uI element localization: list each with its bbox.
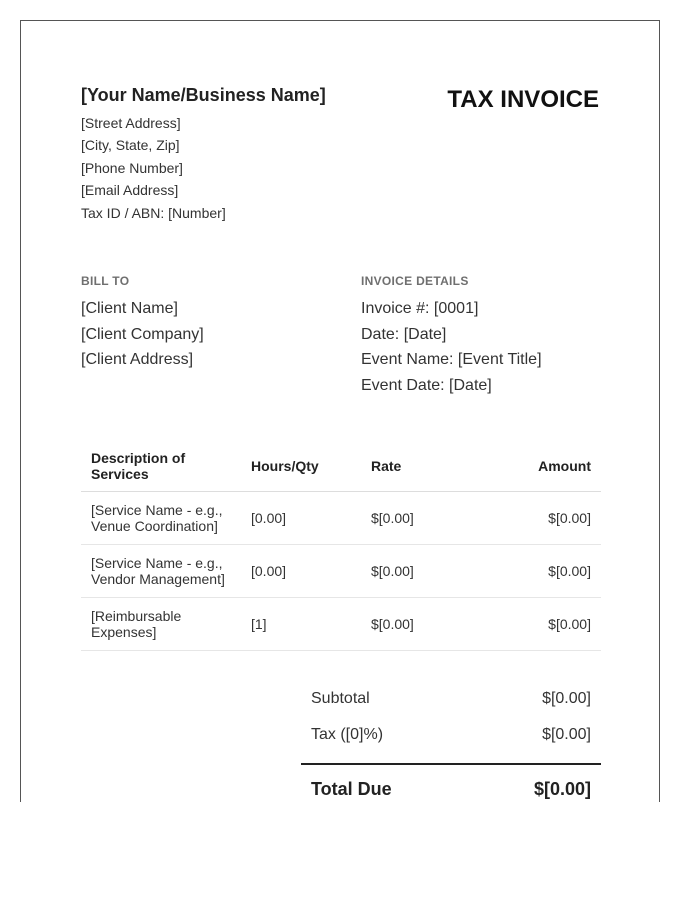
tax-value: $[0.00]	[542, 726, 591, 743]
row-rate: $[0.00]	[361, 545, 501, 598]
row-rate: $[0.00]	[361, 492, 501, 545]
sender-address-block	[81, 112, 226, 224]
header-hours-qty: Hours/Qty	[241, 441, 361, 492]
sender-tax-id: Tax ID / ABN: [Number]	[81, 204, 226, 221]
client-company: [Client Company]	[81, 325, 204, 343]
business-name: [Your Name/Business Name]	[81, 85, 326, 105]
row-amount: $[0.00]	[501, 492, 601, 545]
totals-block	[301, 681, 601, 802]
tax-row	[301, 717, 601, 753]
table-row	[81, 492, 601, 545]
invoice-date: Date: [Date]	[361, 325, 447, 343]
table-row	[81, 545, 601, 598]
invoice-details-block	[361, 296, 542, 398]
row-description: [Service Name - e.g., Vendor Management]	[81, 545, 241, 598]
header-rate: Rate	[361, 441, 501, 492]
total-due-value: $[0.00]	[533, 779, 591, 799]
event-name: Event Name: [Event Title]	[361, 351, 542, 369]
event-date: Event Date: [Date]	[361, 376, 492, 394]
subtotal-label: Subtotal	[311, 690, 370, 707]
row-description: [Service Name - e.g., Venue Coordination]	[81, 492, 241, 545]
tax-label: Tax ([0]%)	[311, 726, 384, 743]
sender-city: [City, State, Zip]	[81, 137, 180, 154]
row-qty: [1]	[241, 598, 361, 651]
subtotal-row	[301, 681, 601, 717]
row-description: [Reimbursable Expenses]	[81, 598, 241, 651]
total-due-label: Total Due	[311, 779, 392, 799]
subtotal-value: $[0.00]	[542, 690, 591, 707]
invoice-details-label: INVOICE DETAILS	[361, 274, 469, 288]
bill-to-label: BILL TO	[81, 274, 130, 288]
header-amount: Amount	[501, 441, 601, 492]
client-address: [Client Address]	[81, 351, 194, 369]
sender-email: [Email Address]	[81, 182, 179, 199]
row-qty: [0.00]	[241, 492, 361, 545]
services-table	[81, 441, 601, 651]
row-amount: $[0.00]	[501, 598, 601, 651]
invoice-page	[20, 20, 660, 802]
row-qty: [0.00]	[241, 545, 361, 598]
invoice-title: TAX INVOICE	[447, 86, 599, 113]
sender-street: [Street Address]	[81, 115, 181, 131]
table-row	[81, 598, 601, 651]
row-rate: $[0.00]	[361, 598, 501, 651]
bill-to-block	[81, 296, 204, 373]
sender-phone: [Phone Number]	[81, 159, 183, 176]
table-header-row	[81, 441, 601, 492]
header-description: Description of Services	[81, 441, 241, 492]
total-due-row	[301, 765, 601, 802]
client-name: [Client Name]	[81, 300, 178, 317]
row-amount: $[0.00]	[501, 545, 601, 598]
invoice-number: Invoice #: [0001]	[361, 300, 479, 317]
